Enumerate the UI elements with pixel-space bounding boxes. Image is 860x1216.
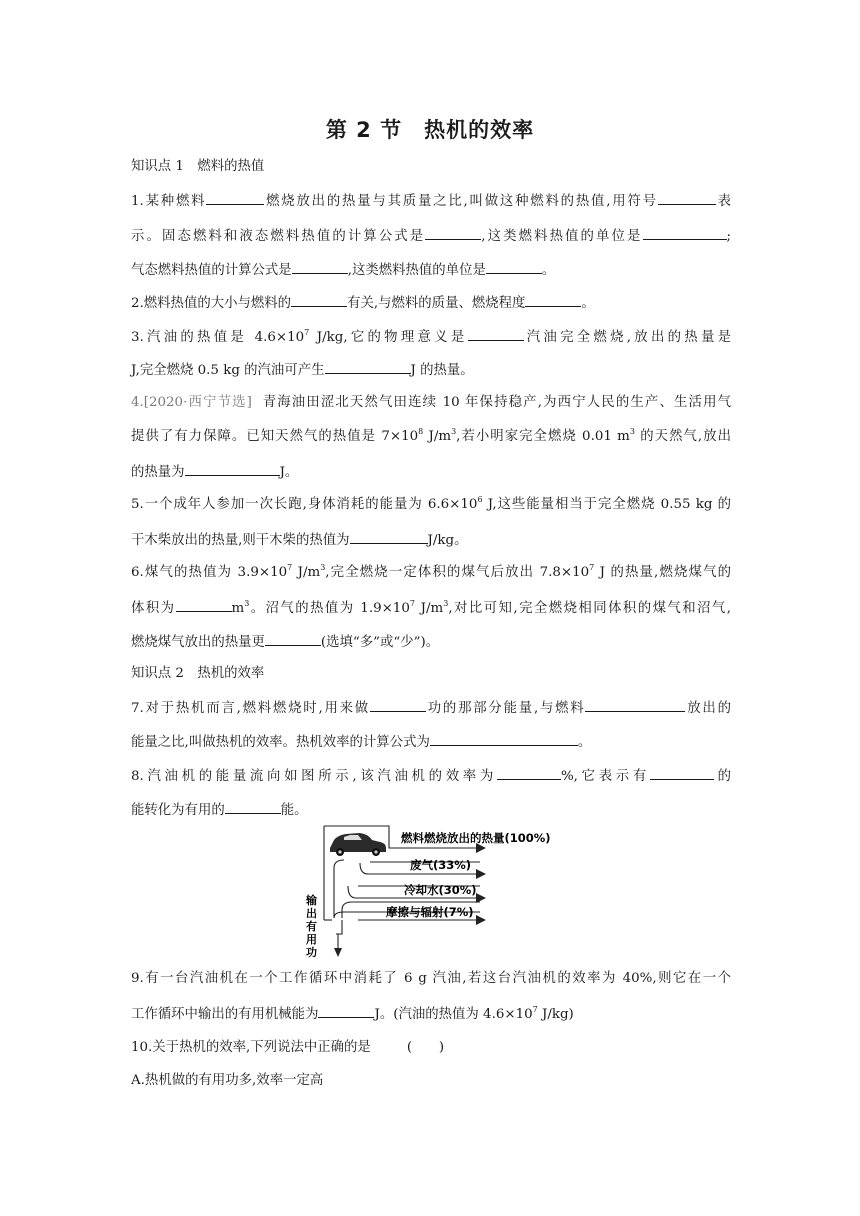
answer-parentheses[interactable]: ( ) <box>406 1040 445 1055</box>
label-useful-work-2: 出 <box>306 907 317 920</box>
label-useful-work-4: 用 <box>306 933 317 946</box>
question-9-line-1: 9.有一台汽油机在一个工作循环中消耗了 6 g 汽油,若这台汽油机的效率为 40%,则它在一个 <box>131 971 731 986</box>
question-3-line-1: 3.汽油的热值是 $4.6\times 10^7$ J/kg,它的物理意义是 汽油完全燃烧,放出的热量是 <box>131 328 731 345</box>
question-6-line-2: 体积为 $m^3$。沼气的热值为 $1.9\times 10^7$ $J/m^3$,对比可知,完全燃烧相同体积的煤气和沼气, <box>131 599 732 616</box>
question-6-line-1: 6.煤气的热值为 $3.9\times 10^7$ $J/m^3$,完全燃烧一定体积的煤气后放出 $7.8\times 10^7$ J 的热量,燃烧煤气的 <box>131 563 731 580</box>
question-1-line-1: 1.某种燃料 燃烧放出的热量与其质量之比,叫做这种燃料的热值,用符号 表 <box>131 190 731 212</box>
question-7-line-1: 7.对于热机而言,燃料燃烧时,用来做 功的那部分能量,与燃料 放出的 <box>131 697 731 719</box>
answer-blank[interactable] <box>486 259 542 274</box>
question-1-line-3: 气态燃料热值的计算公式是 ,这类燃料热值的单位是 。 <box>131 259 731 281</box>
question-10-stem: 10.关于热机的效率,下列说法中正确的是 ( ) <box>131 1040 445 1055</box>
answer-blank[interactable] <box>325 359 411 374</box>
energy-flow-diagram <box>300 818 562 960</box>
question-4-line-3: 的热量为 J。 <box>131 461 731 483</box>
label-exhaust: 废气(33%) <box>410 858 472 872</box>
question-5-line-2: 干木柴放出的热量,则干木柴的热值为 J/kg。 <box>131 529 731 551</box>
section-heading-1: 知识点 1 燃料的热值 <box>131 159 265 174</box>
answer-blank[interactable] <box>176 597 232 612</box>
label-friction-radiation: 摩擦与辐射(7%) <box>386 905 474 919</box>
question-3-line-2: J,完全燃烧 0.5 kg 的汽油可产生 J 的热量。 <box>131 359 731 381</box>
answer-blank[interactable] <box>643 225 727 240</box>
answer-blank[interactable] <box>370 697 426 712</box>
page-title: 第 2 节 热机的效率 <box>325 118 535 142</box>
question-6-line-3: 燃烧煤气放出的热量更 (选填“多”或“少”)。 <box>131 631 731 653</box>
answer-blank[interactable] <box>497 765 561 780</box>
answer-blank[interactable] <box>292 259 348 274</box>
question-10-option-a[interactable]: A.热机做的有用功多,效率一定高 <box>131 1073 324 1088</box>
answer-blank[interactable] <box>425 225 481 240</box>
question-5-line-1: 5.一个成年人参加一次长跑,身体消耗的能量为 $6.6\times 10^6$ J,这些能量相当于完全燃烧 0.55 kg 的 <box>131 495 732 512</box>
label-useful-work-5: 功 <box>306 946 317 959</box>
question-9-line-2: 工作循环中输出的有用机械能为 J。(汽油的热值为 $4.6\times 10^7$ J/kg) <box>131 1005 574 1022</box>
car-icon <box>330 833 386 856</box>
question-2: 2.燃料热值的大小与燃料的 有关,与燃料的质量、燃烧程度 。 <box>131 292 731 314</box>
answer-blank[interactable] <box>265 631 321 646</box>
answer-blank[interactable] <box>468 326 524 341</box>
question-4-line-2: 提供了有力保障。已知天然气的热值是 $7\times 10^8$ $J/m^3$,若小明家完全燃烧 0.01 $m^3$ 的天然气,放出 <box>131 427 731 444</box>
answer-blank[interactable] <box>185 461 280 476</box>
question-8-line-1: 8.汽油机的能量流向如图所示,该汽油机的效率为 %,它表示有 的 <box>131 765 731 787</box>
answer-blank[interactable] <box>650 765 714 780</box>
section-heading-2: 知识点 2 热机的效率 <box>131 666 265 681</box>
answer-blank[interactable] <box>225 799 281 814</box>
label-total-heat: 燃料燃烧放出的热量(100%) <box>401 831 551 845</box>
answer-blank[interactable] <box>291 292 347 307</box>
question-1-line-2: 示。固态燃料和液态燃料热值的计算公式是 ,这类燃料热值的单位是 ; <box>131 225 731 247</box>
question-8-line-2: 能转化为有用的 能。 <box>131 799 731 821</box>
answer-blank[interactable] <box>430 731 578 746</box>
answer-blank[interactable] <box>318 1003 374 1018</box>
question-7-line-2: 能量之比,叫做热机的效率。热机效率的计算公式为 。 <box>131 731 731 753</box>
answer-blank[interactable] <box>585 697 685 712</box>
answer-blank[interactable] <box>206 190 264 205</box>
answer-blank[interactable] <box>525 292 581 307</box>
question-source: 4.[2020·西宁节选] <box>131 395 252 410</box>
answer-blank[interactable] <box>350 529 428 544</box>
label-useful-work-3: 有 <box>306 920 317 933</box>
question-4-line-1: 4.[2020·西宁节选] 青海油田涩北天然气田连续 10 年保持稳产,为西宁人民的生产、生活用气 <box>131 395 731 410</box>
label-cooling-water: 冷却水(30%) <box>404 883 477 897</box>
answer-blank[interactable] <box>658 190 716 205</box>
label-useful-work-1: 输 <box>306 894 317 907</box>
